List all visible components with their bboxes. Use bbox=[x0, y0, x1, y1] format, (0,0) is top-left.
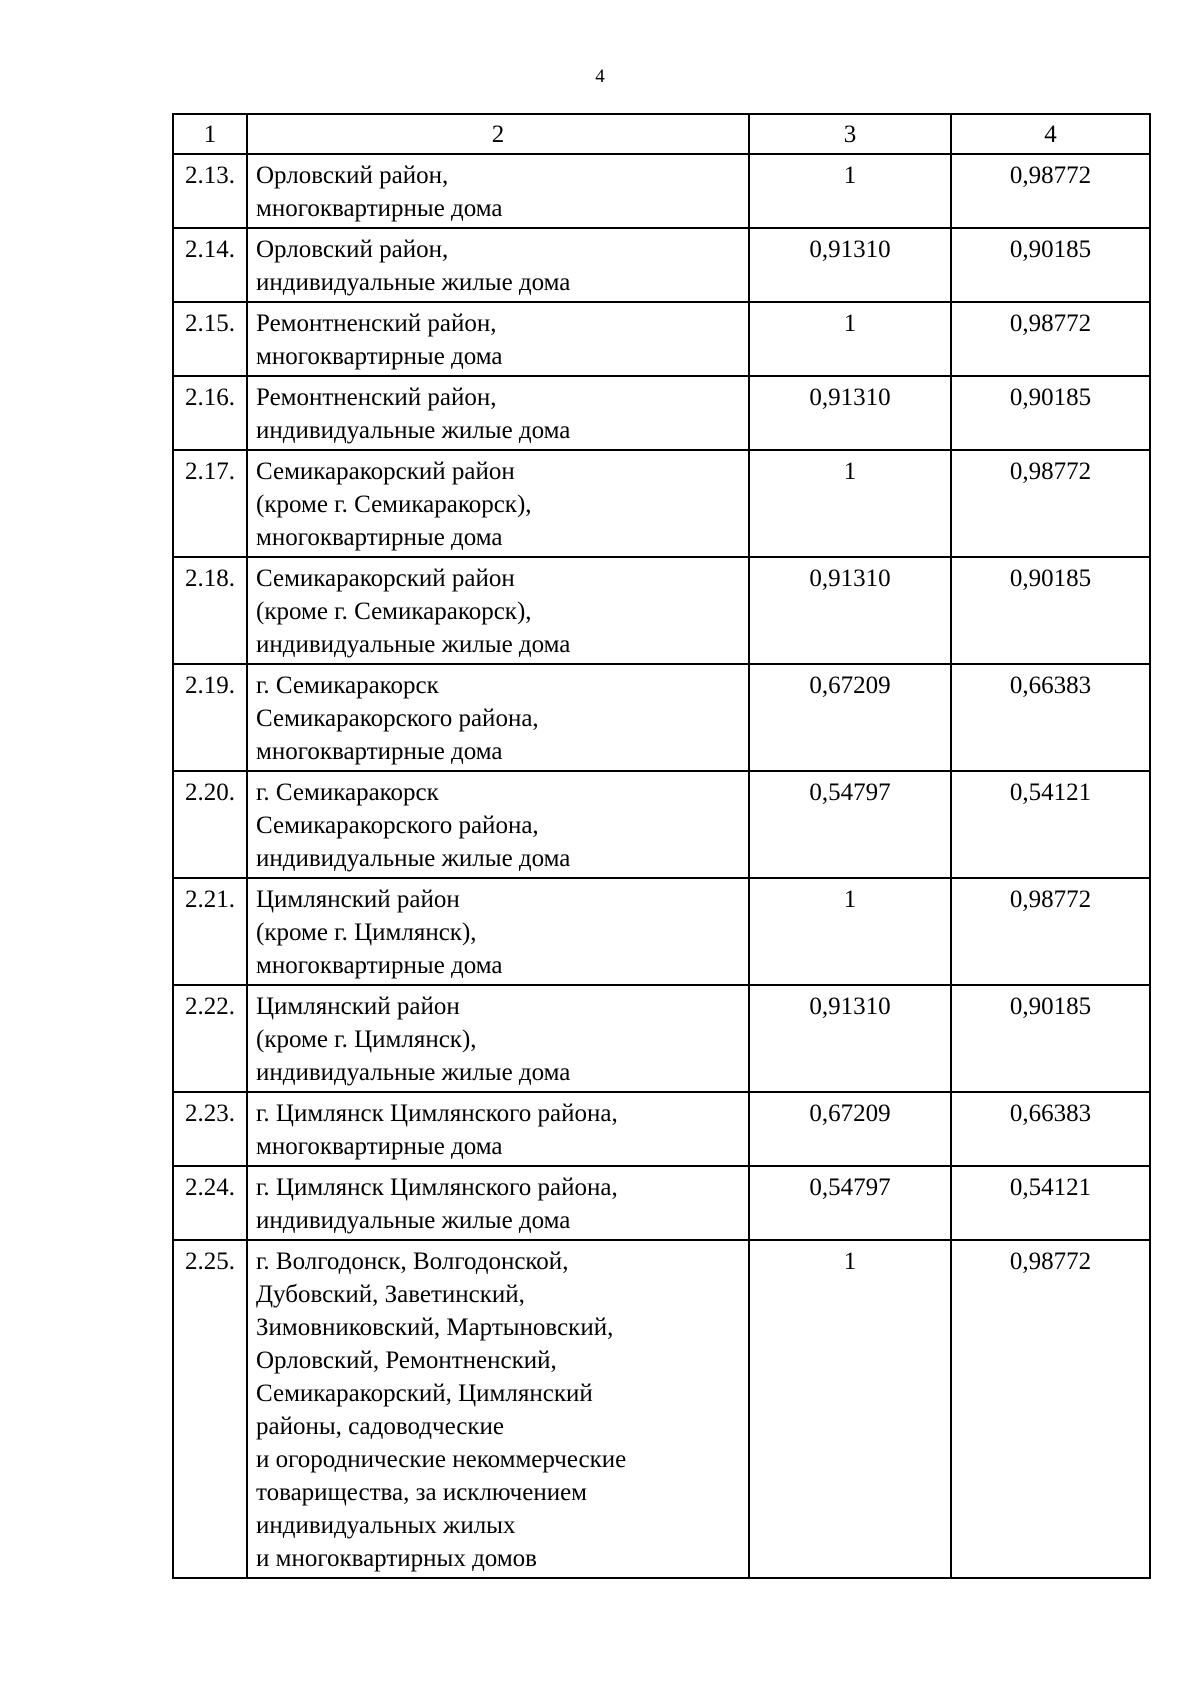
row-number-cell: 2.24. bbox=[173, 1166, 247, 1240]
column-3-value: 0,91310 bbox=[749, 557, 951, 664]
description-cell bbox=[247, 228, 749, 302]
description-cell bbox=[247, 376, 749, 450]
description-line: районы, садоводческие bbox=[256, 1413, 505, 1440]
row-number-cell: 2.23. bbox=[173, 1092, 247, 1166]
column-3-value: 0,67209 bbox=[749, 664, 951, 771]
row-number-cell: 2.14. bbox=[173, 228, 247, 302]
description-line: Ремонтненский район, bbox=[256, 310, 497, 337]
column-3-value: 1 bbox=[749, 154, 951, 228]
table-row bbox=[173, 302, 1150, 376]
description-line: многоквартирные дома bbox=[256, 195, 503, 222]
description-line: г. Семикаракорск bbox=[256, 779, 439, 806]
description-line: и многоквартирных домов bbox=[256, 1545, 537, 1572]
table-row bbox=[173, 154, 1150, 228]
description-line: Ремонтненский район, bbox=[256, 384, 497, 411]
column-3-value: 0,91310 bbox=[749, 985, 951, 1092]
description-line: Орловский район, bbox=[256, 236, 449, 263]
row-number-cell: 2.18. bbox=[173, 557, 247, 664]
column-4-value: 0,90185 bbox=[951, 557, 1150, 664]
column-3-value: 0,54797 bbox=[749, 1166, 951, 1240]
description-line: товарищества, за исключением bbox=[256, 1479, 587, 1506]
description-cell bbox=[247, 771, 749, 878]
description-line: Семикаракорский район bbox=[256, 565, 515, 592]
row-number-cell: 2.21. bbox=[173, 878, 247, 985]
description-cell bbox=[247, 450, 749, 557]
column-3-value: 1 bbox=[749, 1240, 951, 1578]
column-4-value: 0,54121 bbox=[951, 771, 1150, 878]
description-line: многоквартирные дома bbox=[256, 738, 503, 765]
description-line: Орловский, Ремонтненский, bbox=[256, 1347, 557, 1374]
description-line: (кроме г. Семикаракорск), bbox=[256, 491, 532, 518]
column-4-value: 0,98772 bbox=[951, 154, 1150, 228]
column-3-value: 1 bbox=[749, 302, 951, 376]
row-number-cell: 2.17. bbox=[173, 450, 247, 557]
description-cell bbox=[247, 154, 749, 228]
column-4-value: 0,90185 bbox=[951, 228, 1150, 302]
description-line: г. Цимлянск Цимлянского района, bbox=[256, 1100, 618, 1127]
table-row bbox=[173, 557, 1150, 664]
description-cell bbox=[247, 557, 749, 664]
table-header-row bbox=[173, 114, 1150, 154]
description-line: г. Цимлянск Цимлянского района, bbox=[256, 1174, 618, 1201]
column-header-4: 4 bbox=[951, 114, 1150, 154]
table-row bbox=[173, 1092, 1150, 1166]
description-line: Орловский район, bbox=[256, 162, 449, 189]
description-line: Семикаракорского района, bbox=[256, 812, 539, 839]
column-4-value: 0,98772 bbox=[951, 1240, 1150, 1578]
table-row bbox=[173, 1166, 1150, 1240]
row-number-cell: 2.19. bbox=[173, 664, 247, 771]
column-header-2: 2 bbox=[247, 114, 749, 154]
column-header-3: 3 bbox=[749, 114, 951, 154]
description-line: Зимовниковский, Мартыновский, bbox=[256, 1314, 614, 1341]
description-line: индивидуальные жилые дома bbox=[256, 269, 571, 296]
description-line: индивидуальные жилые дома bbox=[256, 417, 571, 444]
column-3-value: 1 bbox=[749, 450, 951, 557]
column-3-value: 0,54797 bbox=[749, 771, 951, 878]
table-row bbox=[173, 1240, 1150, 1578]
description-line: и огороднические некоммерческие bbox=[256, 1446, 627, 1473]
description-line: (кроме г. Цимлянск), bbox=[256, 1026, 477, 1053]
description-line: индивидуальные жилые дома bbox=[256, 1059, 571, 1086]
column-3-value: 0,67209 bbox=[749, 1092, 951, 1166]
column-4-value: 0,66383 bbox=[951, 1092, 1150, 1166]
column-4-value: 0,98772 bbox=[951, 450, 1150, 557]
table-row bbox=[173, 771, 1150, 878]
description-cell bbox=[247, 1166, 749, 1240]
description-cell bbox=[247, 985, 749, 1092]
description-line: многоквартирные дома bbox=[256, 343, 503, 370]
description-cell bbox=[247, 664, 749, 771]
row-number-cell: 2.13. bbox=[173, 154, 247, 228]
row-number-cell: 2.20. bbox=[173, 771, 247, 878]
description-cell bbox=[247, 1240, 749, 1578]
column-4-value: 0,98772 bbox=[951, 878, 1150, 985]
description-line: индивидуальные жилые дома bbox=[256, 845, 571, 872]
description-line: Дубовский, Заветинский, bbox=[256, 1281, 525, 1308]
description-line: (кроме г. Семикаракорск), bbox=[256, 598, 532, 625]
column-4-value: 0,66383 bbox=[951, 664, 1150, 771]
description-cell bbox=[247, 302, 749, 376]
table-row bbox=[173, 228, 1150, 302]
description-line: многоквартирные дома bbox=[256, 524, 503, 551]
column-3-value: 0,91310 bbox=[749, 376, 951, 450]
row-number-cell: 2.22. bbox=[173, 985, 247, 1092]
column-4-value: 0,54121 bbox=[951, 1166, 1150, 1240]
description-line: Цимлянский район bbox=[256, 993, 460, 1020]
description-cell bbox=[247, 878, 749, 985]
column-4-value: 0,98772 bbox=[951, 302, 1150, 376]
row-number-cell: 2.16. bbox=[173, 376, 247, 450]
description-line: г. Волгодонск, Волгодонской, bbox=[256, 1248, 569, 1275]
coefficients-table bbox=[172, 113, 1151, 1579]
column-header-1: 1 bbox=[173, 114, 247, 154]
description-line: индивидуальные жилые дома bbox=[256, 1207, 571, 1234]
description-line: многоквартирные дома bbox=[256, 1133, 503, 1160]
table-row bbox=[173, 985, 1150, 1092]
description-line: г. Семикаракорск bbox=[256, 672, 439, 699]
description-line: Семикаракорский район bbox=[256, 458, 515, 485]
table-row bbox=[173, 376, 1150, 450]
description-line: индивидуальные жилые дома bbox=[256, 631, 571, 658]
page-number: 4 bbox=[595, 66, 605, 87]
description-line: многоквартирные дома bbox=[256, 952, 503, 979]
table-body bbox=[173, 154, 1150, 1578]
column-3-value: 0,91310 bbox=[749, 228, 951, 302]
table-row bbox=[173, 878, 1150, 985]
table-row bbox=[173, 664, 1150, 771]
row-number-cell: 2.15. bbox=[173, 302, 247, 376]
description-line: индивидуальных жилых bbox=[256, 1512, 516, 1539]
column-3-value: 1 bbox=[749, 878, 951, 985]
table-row bbox=[173, 450, 1150, 557]
description-line: Семикаракорского района, bbox=[256, 705, 539, 732]
column-4-value: 0,90185 bbox=[951, 376, 1150, 450]
row-number-cell: 2.25. bbox=[173, 1240, 247, 1578]
description-cell bbox=[247, 1092, 749, 1166]
description-line: (кроме г. Цимлянск), bbox=[256, 919, 477, 946]
column-4-value: 0,90185 bbox=[951, 985, 1150, 1092]
description-line: Семикаракорский, Цимлянский bbox=[256, 1380, 593, 1407]
description-line: Цимлянский район bbox=[256, 886, 460, 913]
